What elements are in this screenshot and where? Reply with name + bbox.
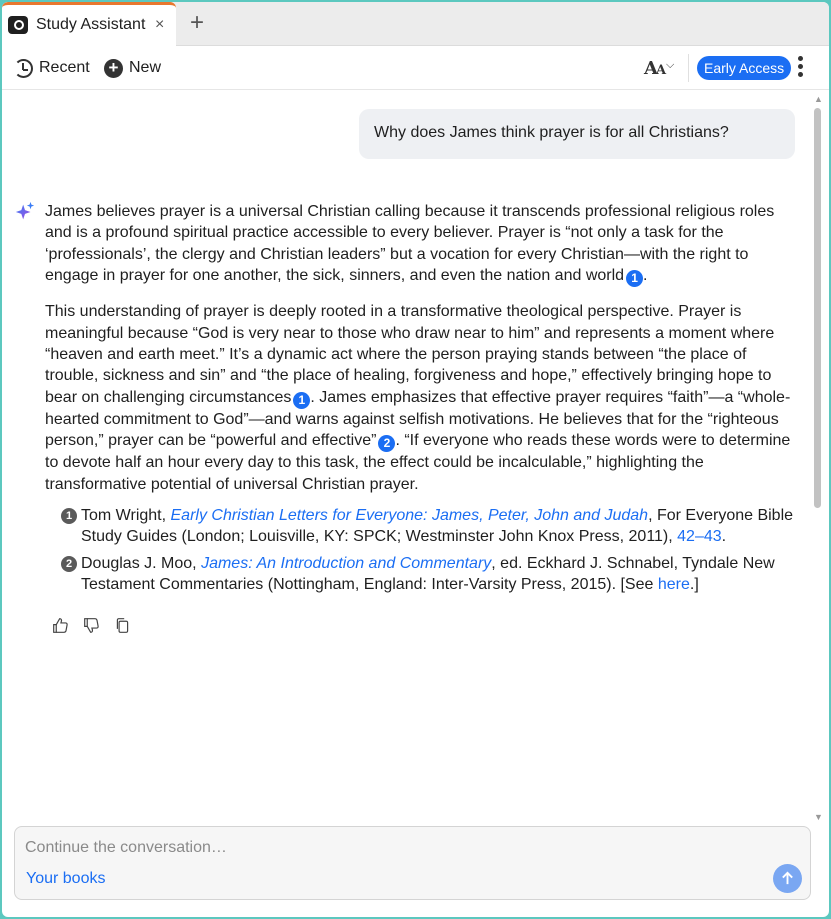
app-window bbox=[2, 2, 829, 917]
reference-title-link[interactable]: Early Christian Letters for Everyone: James, Peter, John and Judah bbox=[170, 507, 649, 525]
arrow-up-icon bbox=[780, 871, 795, 886]
early-access-badge[interactable]: Early Access bbox=[697, 56, 791, 80]
citation-badge[interactable]: 1 bbox=[293, 392, 310, 409]
reference-number: 2 bbox=[61, 556, 77, 572]
new-tab-button[interactable]: + bbox=[190, 9, 205, 36]
answer-paragraph bbox=[45, 301, 800, 495]
citation-badge[interactable]: 2 bbox=[378, 435, 395, 452]
tab-study-assistant[interactable] bbox=[2, 2, 176, 46]
answer-text: . “If everyone who reads these words were to determine to devote half an hour every day to this task, the effect could be incalculable,” highlighting the transformative potential of universal Christian prayer. bbox=[45, 432, 791, 493]
new-button[interactable] bbox=[104, 56, 161, 80]
reference-here-link[interactable]: here bbox=[657, 576, 690, 594]
reference-end: .] bbox=[689, 576, 699, 594]
reference-author: Tom Wright, bbox=[81, 507, 171, 525]
close-icon[interactable]: × bbox=[155, 16, 165, 33]
toolbar-divider bbox=[688, 54, 689, 82]
send-button[interactable] bbox=[773, 864, 802, 893]
tab-title: Study Assistant bbox=[36, 16, 146, 33]
feedback-actions bbox=[52, 617, 131, 634]
toolbar bbox=[2, 46, 829, 90]
reference-end: . bbox=[721, 528, 727, 546]
history-icon bbox=[14, 59, 33, 78]
reference-item bbox=[61, 553, 800, 596]
scroll-up-arrow[interactable]: ▲ bbox=[814, 94, 823, 104]
reference-details: , ed. Eckhard J. Schnabel, Tyndale New Testament Commentaries (Nottingham, England: Inter-Varsity Press, 2015). [See bbox=[81, 554, 775, 594]
answer-paragraph: James believes prayer is a universal Christian calling because it transcends professional religious roles and is a profound spiritual practice accessible to every believer. Prayer is “not only a task for the ‘professionals’, the clergy and Christian leaders” but a vocation for every Christian—with the right to engage in prayer for one another, the sick, sinners, and even the nation and world 1 . bbox=[45, 203, 775, 286]
answer-text: . James emphasizes that effective prayer requires “faith”—a “whole-hearted commitment to God”—and warns against selfish motivations. He believes that for the “righteous person,” prayer can be “powerful and effective” bbox=[45, 388, 791, 450]
reference-pages-link[interactable]: 42–43 bbox=[677, 528, 722, 546]
recent-button[interactable] bbox=[14, 56, 90, 80]
recent-label: Recent bbox=[39, 59, 90, 76]
scrollbar-thumb[interactable] bbox=[814, 108, 821, 508]
user-message-bubble: Why does James think prayer is for all Christians? bbox=[359, 109, 795, 159]
plus-circle-icon: + bbox=[104, 59, 123, 78]
chevron-down-icon[interactable]: ⌵ bbox=[666, 59, 675, 71]
reference-details: , For Everyone Bible Study Guides (London; Louisville, KY: SPCK; Westminster John Knox Press, 2011), bbox=[81, 507, 794, 546]
scroll-down-arrow[interactable]: ▼ bbox=[814, 812, 823, 822]
citation-badge[interactable]: 1 bbox=[626, 270, 643, 287]
reference-item bbox=[61, 505, 800, 548]
reference-number: 1 bbox=[61, 508, 77, 524]
new-label: New bbox=[129, 59, 162, 76]
composer bbox=[14, 826, 811, 900]
thumbs-down-icon[interactable] bbox=[83, 617, 100, 634]
more-options-icon[interactable] bbox=[798, 56, 804, 80]
thumbs-up-icon[interactable] bbox=[52, 617, 69, 634]
font-size-large-glyph: A bbox=[644, 58, 656, 79]
tab-strip bbox=[2, 2, 829, 46]
assistant-answer bbox=[45, 201, 800, 601]
answer-text: This understanding of prayer is deeply rooted in a transformative theological perspective. Prayer is meaningful because “God is very near to those who draw near to him” and represents a moment where “heaven and earth meet.” It’s a dynamic act where the person praying stands between “the place of trouble, sickness and sin” and “the place of healing, forgiveness and hope,” effectively bringing hope to bear on challenging circumstances bbox=[45, 303, 775, 406]
font-size-button[interactable] bbox=[644, 58, 664, 79]
copy-icon[interactable] bbox=[114, 617, 131, 634]
conversation-input[interactable] bbox=[25, 837, 725, 859]
font-size-small-glyph: A bbox=[655, 63, 665, 78]
reference-title-link[interactable]: James: An Introduction and Commentary bbox=[201, 554, 492, 572]
answer-text: James believes prayer is a universal Christian calling because it transcends professional religious roles and is a profound spiritual practice accessible to every believer. Prayer is “not only a task for the ‘professionals’, the clergy and Christian leaders” but a vocation for every Christian—with the right to engage in prayer for one another, the sick, sinners, and even the nation and world bbox=[45, 203, 775, 285]
your-books-link[interactable]: Your books bbox=[26, 870, 106, 887]
reference-author: Douglas J. Moo, bbox=[81, 554, 202, 572]
sparkle-icon bbox=[14, 201, 36, 223]
references-list bbox=[61, 505, 800, 596]
study-assistant-logo-icon bbox=[8, 16, 28, 34]
